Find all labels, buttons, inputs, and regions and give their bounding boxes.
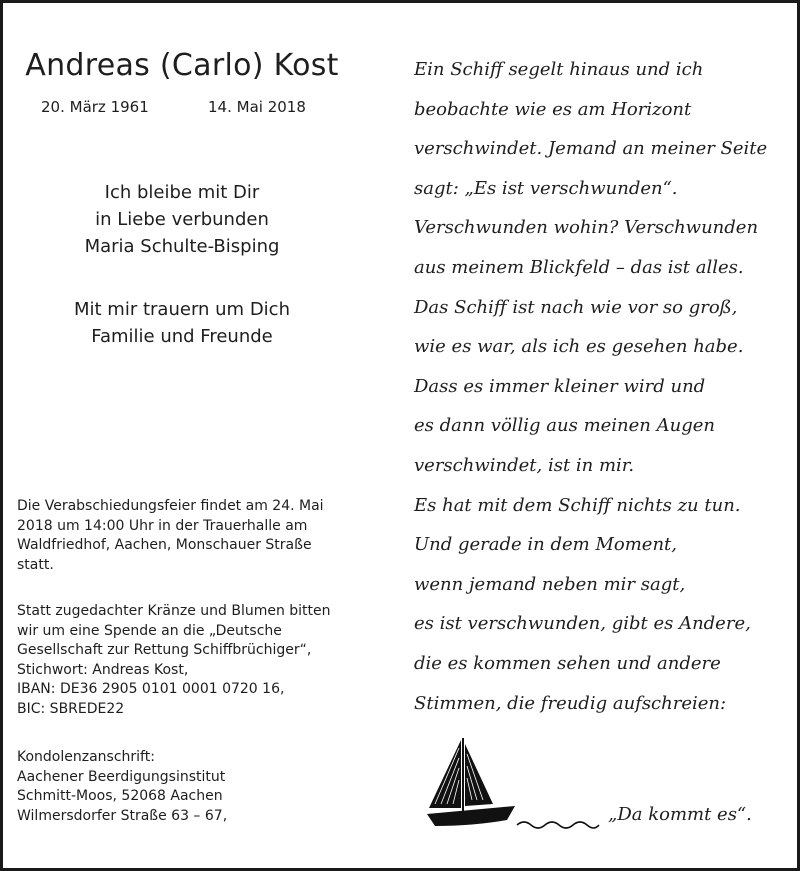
dedication-block: [27, 179, 337, 260]
death-date: 14. Mai 2018: [208, 98, 306, 116]
birth-date: 20. März 1961: [41, 98, 149, 116]
condolence-line: Kondolenzanschrift:: [17, 749, 155, 765]
dedication-line: Ich bleibe mit Dir: [104, 182, 260, 203]
mourners-block: [27, 296, 337, 350]
poem-line: Verschwunden wohin? Verschwunden: [414, 217, 759, 239]
donation-line: Statt zugedachter Kränze und Blumen bitten: [17, 603, 331, 619]
poem-line: die es kommen sehen und andere: [414, 652, 721, 674]
poem: [414, 50, 784, 723]
donation-line: BIC: SBREDE22: [17, 700, 125, 717]
ceremony-line: 2018 um 14:00 Uhr in der Trauerhalle am: [17, 517, 308, 534]
poem-line: Es hat mit dem Schiff nichts zu tun.: [414, 494, 741, 516]
poem-line: Ein Schiff segelt hinaus und ich: [414, 59, 704, 80]
dedication-line: Maria Schulte-Bisping: [84, 236, 280, 257]
donation-line: wir um eine Spende an die „Deutsche: [17, 622, 282, 639]
deceased-name: Andreas (Carlo) Kost: [25, 48, 339, 83]
poem-line: verschwindet, ist in mir.: [414, 454, 635, 476]
condolence-line: Wilmersdorfer Straße 63 – 67,: [17, 807, 228, 824]
poem-line: es ist verschwunden, gibt es Andere,: [414, 613, 751, 635]
poem-line: sagt: „Es ist verschwunden“.: [414, 177, 678, 199]
sailboat-icon: [423, 734, 519, 830]
poem-line: wenn jemand neben mir sagt,: [414, 573, 686, 595]
poem-line: Das Schiff ist nach wie vor so groß,: [414, 296, 738, 318]
ceremony-info: [17, 497, 357, 575]
poem-line: aus meinem Blickfeld – das ist alles.: [414, 256, 744, 278]
donation-line: IBAN: DE36 2905 0101 0001 0720 16,: [17, 681, 285, 697]
poem-line: Stimmen, die freudig aufschreien:: [414, 692, 727, 714]
poem-line: verschwindet. Jemand an meiner Seite: [414, 138, 768, 160]
donation-line: Gesellschaft zur Rettung Schiffbrüchiger“,: [17, 642, 312, 658]
wave-icon: [515, 817, 601, 833]
donation-info: [17, 602, 357, 719]
poem-line: beobachte wie es am Horizont: [414, 98, 692, 120]
poem-line: es dann völlig aus meinen Augen: [414, 415, 715, 437]
condolence-line: Schmitt-Moos, 52068 Aachen: [17, 788, 223, 804]
ceremony-line: Die Verabschiedungsfeier findet am 24. Mai: [17, 498, 324, 514]
ceremony-line: Waldfriedhof, Aachen, Monschauer Straße: [17, 537, 312, 553]
poem-line: Und gerade in dem Moment,: [414, 534, 677, 556]
dedication-line: in Liebe verbunden: [95, 209, 269, 230]
donation-line: Stichwort: Andreas Kost,: [17, 661, 189, 678]
ceremony-line: statt.: [17, 556, 54, 573]
condolence-line: Aachener Beerdigungsinstitut: [17, 768, 226, 785]
mourners-line: Familie und Freunde: [91, 326, 273, 347]
poem-closing: „Da kommt es“.: [608, 804, 752, 825]
poem-line: Dass es immer kleiner wird und: [414, 375, 706, 397]
condolence-address: [17, 748, 357, 826]
poem-line: wie es war, als ich es gesehen habe.: [414, 336, 744, 358]
mourners-line: Mit mir trauern um Dich: [74, 299, 290, 320]
